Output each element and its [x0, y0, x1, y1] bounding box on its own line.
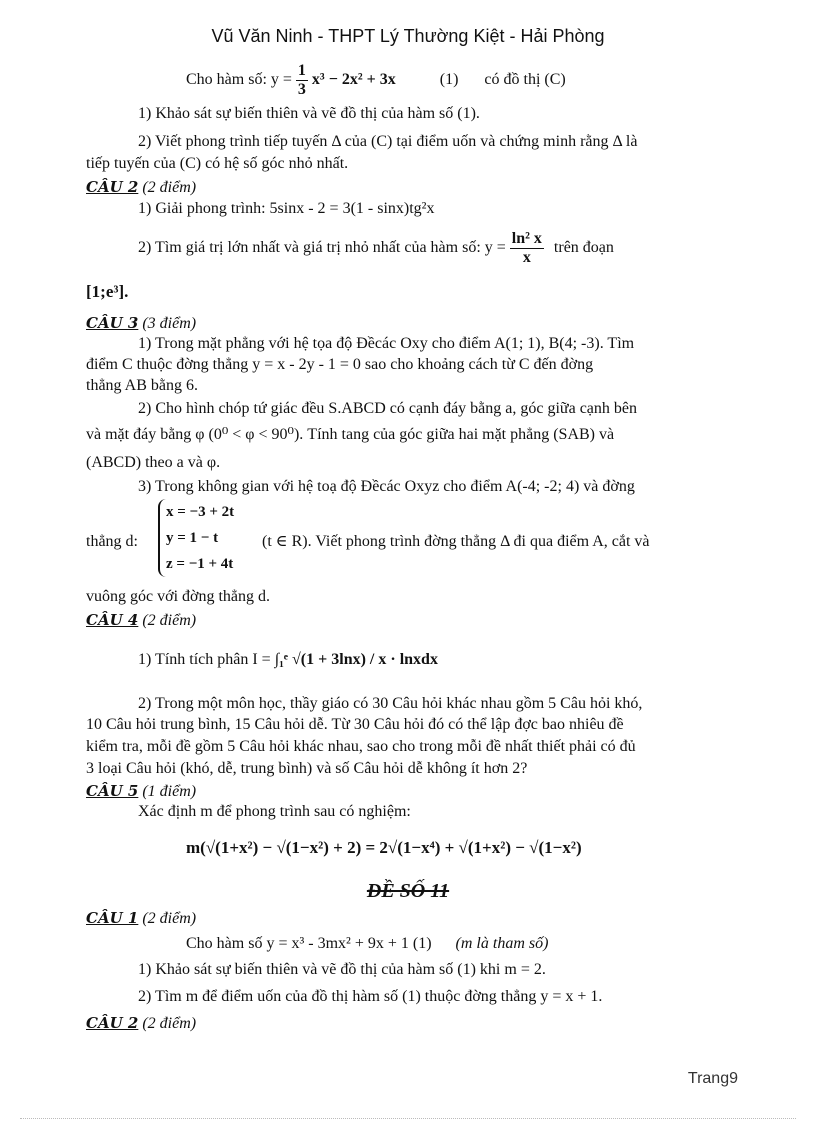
intro-suffix: có đồ thị (C)	[484, 71, 566, 89]
cau3-item1-cont: điểm C thuộc đờng thẳng y = x - 2y - 1 = 0 sao cho khoảng cách từ C đến đờng	[86, 356, 594, 373]
cau3-item1-cont2: thẳng AB bằng 6.	[86, 377, 198, 394]
cau1b-function-text: Cho hàm số y = x³ - 3mx² + 9x + 1 (1)	[186, 935, 432, 952]
intro-expr: x³ − 2x² + 3x	[311, 71, 396, 89]
cau4-heading	[86, 610, 196, 631]
cau1b-score: (2 điểm)	[142, 910, 197, 927]
cau3-item2-cont: và mặt đáy bằng φ (0⁰ < φ < 90⁰). Tính tang của góc giữa hai mặt phẳng (SAB) và	[86, 426, 615, 443]
cau1b-param-note: (m là tham số)	[455, 935, 549, 952]
cau3-label: CÂU 3	[86, 314, 139, 332]
cau3-sys-eq3: z = −1 + 4t	[166, 556, 234, 572]
cau5-heading	[86, 781, 196, 802]
cau2-den: x	[522, 248, 531, 266]
cau2-item2-text: 2) Tìm giá trị lớn nhất và giá trị nhỏ nhất của hàm số: y =	[138, 239, 506, 256]
cau2-heading	[86, 177, 196, 198]
cau3-sys-eq1: x = −3 + 2t	[166, 504, 235, 520]
cau3-item1: 1) Trong mặt phẳng với hệ tọa độ Đềcác Oxy cho điểm A(1; 1), B(4; -3). Tìm	[138, 335, 635, 352]
cau3-item3: 3) Trong không gian với hệ toạ độ Đềcác Oxyz cho điểm A(-4; -2; 4) và đờng	[138, 478, 635, 495]
cau1b-heading	[86, 908, 196, 929]
cau4-label: CÂU 4	[86, 611, 139, 629]
intro-line	[186, 62, 566, 99]
cau2-item2	[138, 228, 614, 268]
cau1b-label: CÂU 1	[86, 909, 139, 927]
cau3-sys-eq2: y = 1 − t	[166, 530, 219, 546]
cau3-heading	[86, 313, 196, 334]
cau5-score: (1 điểm)	[142, 783, 197, 800]
page-header: Vũ Văn Ninh - THPT Lý Thường Kiệt - Hải Phòng	[211, 26, 605, 46]
cau2b-label: CÂU 2	[86, 1014, 139, 1032]
cau4-item2: 2) Trong một môn học, thầy giáo có 30 Câu hỏi khác nhau gồm 5 Câu hỏi khó,	[138, 695, 643, 712]
cau3-item3-cont: vuông góc với đờng thẳng d.	[86, 588, 271, 605]
cau1b-function	[186, 934, 548, 954]
cau2-num: ln² x	[511, 229, 542, 247]
intro-fraction	[296, 62, 308, 99]
cau3-item2-cont2: (ABCD) theo a và φ.	[86, 454, 221, 471]
intro-label: (1)	[439, 71, 459, 89]
c1-item1: 1) Khảo sát sự biến thiên và vẽ đồ thị của hàm số (1).	[138, 105, 480, 122]
cau4-item2-cont2: kiểm tra, mỗi đề gồm 5 Câu hỏi khác nhau, sao cho trong mỗi đề nhất thiết phải có đủ	[86, 738, 636, 755]
exam-title: ĐỀ SỐ 11	[366, 880, 450, 902]
cau3-sys-suffix: (t ∈ R). Viết phong trình đờng thẳng Δ đi qua điểm A, cắt và	[262, 533, 650, 550]
cau1b-item1: 1) Khảo sát sự biến thiên và vẽ đồ thị của hàm số (1) khi m = 2.	[138, 961, 546, 978]
cau4-integral: ∫₁ᵉ √(1 + 3lnx) / x · lnxdx	[274, 651, 438, 668]
intro-num: 1	[297, 62, 306, 79]
cau4-item2-cont3: 3 loại Câu hỏi (khó, dễ, trung bình) và số Câu hỏi dễ không ít hơn 2?	[86, 760, 528, 777]
cau2-score: (2 điểm)	[142, 179, 197, 196]
cau5-label: CÂU 5	[86, 782, 139, 800]
cau2b-heading	[86, 1013, 196, 1034]
cau3-score: (3 điểm)	[142, 315, 197, 332]
cau2-item1: 1) Giải phong trình: 5sinx - 2 = 3(1 - sinx)tg²x	[138, 200, 435, 217]
cau4-item1	[138, 650, 438, 670]
cau2-item2-suffix: trên đoạn	[553, 239, 614, 256]
intro-den: 3	[297, 81, 306, 98]
c1-item2-cont: tiếp tuyến của (C) có hệ số góc nhỏ nhất.	[86, 155, 349, 172]
c1-item2: 2) Viết phong trình tiếp tuyến Δ của (C) tại điểm uốn và chứng minh rằng Δ là	[138, 133, 638, 150]
cau2-label: CÂU 2	[86, 178, 139, 196]
cau3-sys-prefix: thẳng d:	[86, 533, 138, 550]
cau2-interval: [1;e³].	[86, 282, 129, 301]
cau2b-score: (2 điểm)	[142, 1015, 197, 1032]
cau1b-item2: 2) Tìm m để điểm uốn của đồ thị hàm số (1) thuộc đờng thẳng y = x + 1.	[138, 988, 603, 1005]
bottom-divider	[20, 1118, 796, 1119]
cau3-system	[158, 499, 234, 577]
page-number: Trang9	[687, 1070, 738, 1087]
cau5-equation: m(√(1+x²) − √(1−x²) + 2) = 2√(1−x⁴) + √(1+x²) − √(1−x²)	[186, 838, 582, 857]
cau3-item2: 2) Cho hình chóp tứ giác đều S.ABCD có cạnh đáy bằng a, góc giữa cạnh bên	[138, 400, 637, 417]
cau2-fraction	[510, 230, 544, 267]
cau4-item2-cont: 10 Câu hỏi trung bình, 15 Câu hỏi dễ. Từ 30 Câu hỏi đó có thể lập đợc bao nhiêu đề	[86, 716, 624, 733]
cau4-item1-text: 1) Tính tích phân I =	[138, 651, 271, 668]
cau4-score: (2 điểm)	[142, 612, 197, 629]
intro-prefix: Cho hàm số: y =	[186, 71, 292, 89]
cau5-item: Xác định m để phong trình sau có nghiệm:	[138, 803, 411, 820]
